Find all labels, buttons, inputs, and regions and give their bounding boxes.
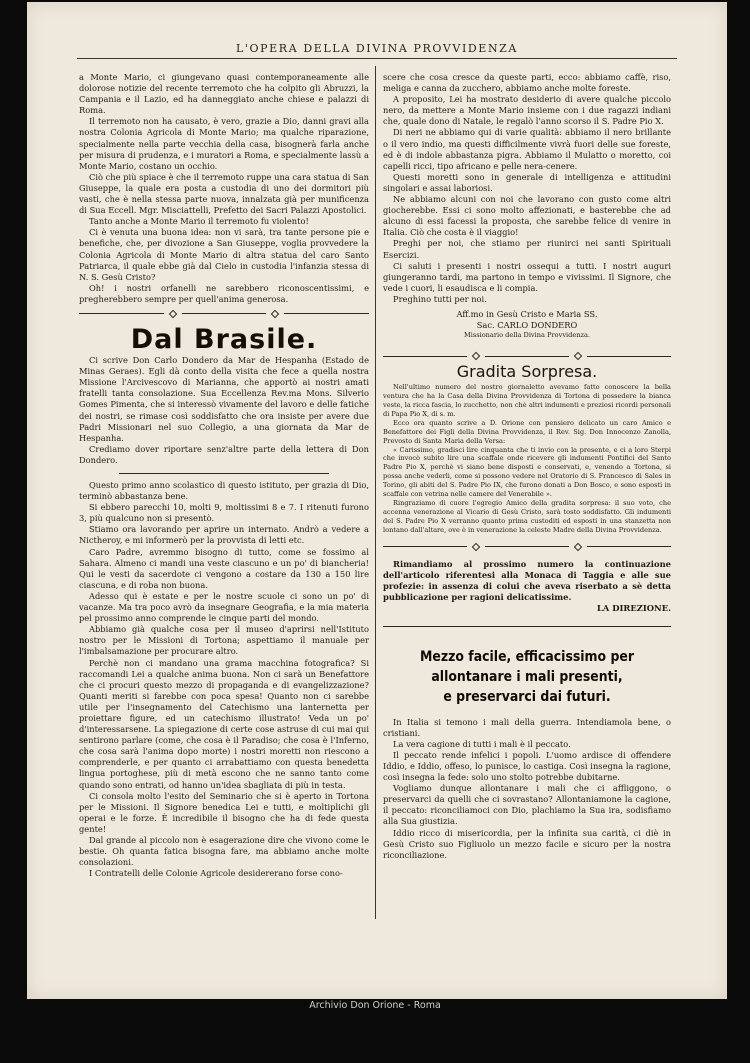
paragraph: Crediamo dover riportare senz'altre parte della lettera di Don Dondero. (79, 443, 369, 465)
paragraph: Di neri ne abbiamo qui di varie qualità: abbiamo il nero brillante o il vero indio, ma questi difficilmente vivrà fuori delle sue foreste, ed è di indole abbastanza pigra. Abbiamo il Mulatto o moretto, coi capelli ricci, tipo africano e pelle nera-cenere. (383, 127, 671, 171)
paragraph: Stiamo ora lavorando per aprire un internato. Andrò a vedere a Nictheroy, e mi informerò per la provvista di letti etc. (79, 524, 369, 546)
paragraph: Ciò che più spiace è che il terremoto ruppe una cara statua di San Giuseppe, la quale era posta a custodia di uno dei dormitori più vasti, che è nella stessa parte nuova, innalzata già per munificenza di Sua Eccell. Mgr. Misciattelli, Prefetto dei Sacri Palazzi Apostolici. (79, 171, 369, 216)
notice-text: Rimandiamo al prossimo numero la continuazione dell'articolo riferentesi alla Monaca di Taggia e alle sue profezie: in assenza di colui che aveva riserbato a sè detta pubblicazione per ragioni delicatissime. (383, 558, 671, 603)
section-title-mezzo-facile (403, 647, 651, 707)
ornament-divider (383, 543, 671, 551)
paragraph: Il terremoto non ha causato, è vero, grazie a Dio, danni gravi alla nostra Colonia Agricola di Monte Mario; ma qualche riparazione, specialmente nella parte vecchia della casa, bisognerà farla anche per misura di prudenza, e i muratori a Roma, e specialmente lassù a Monte Mario, costano un occhio. (79, 116, 369, 171)
paragraph: Abbiamo già qualche cosa per il museo d'aprirsi nell'Istituto nostro per le Missioni di Tortona; aspettiamo il manuale per l'imbalsamazione per procurare altro. (79, 624, 369, 657)
right-column (383, 72, 671, 861)
paragraph: Nell'ultimo numero del nostro giornaletto avevamo fatto conoscere la bella ventura che ha la Casa della Divina Provvidenza di Tortona di possedere la bianca veste, la ricca fascia, lo zucchetto, non chè altri indumenti e preziosi ricordi personali di Papa Pio X, di s. m. (383, 383, 671, 418)
paragraph: Ci è venuta una buona idea: non vi sarà, tra tante persone pie e benefiche, che, per divozione a San Giuseppe, voglia provvedere la Colonia Agricola di Monte Mario di altra statua del caro Santo Patriarca, il quale ebbe già dal Cielo in custodia l'infanzia stessa di N. S. Gesù Cristo? (79, 227, 369, 282)
paragraph: a Monte Mario, ci giungevano quasi contemporaneamente alle dolorose notizie del recente terremoto che ha colpito gli Abruzzi, la Campania e il Lazio, ed ha danneggiato anche chiese e palazzi di Roma. (79, 72, 369, 116)
signature-closing: Aff.mo in Gesù Cristo e Maria SS. (456, 308, 598, 319)
plain-rule (383, 623, 671, 631)
paragraph: Preghino tutti per noi. (393, 293, 487, 304)
ornament-divider (79, 310, 369, 318)
newspaper-page (27, 2, 727, 999)
paragraph: Il peccato rende infelici i popoli. L'uomo ardisce di offendere Iddio, e Iddio, offeso, lo punisce, lo castiga. Così insegna la ragione, così insegna la fede: solo uno stolto potrebbe dubitarne. (383, 749, 671, 783)
signature-name: Sac. CARLO DONDERO (476, 320, 578, 331)
header-rule (77, 58, 677, 59)
paragraph: Si ebbero parecchi 10, molti 9, moltissimi 8 e 7. I ritenuti furono 3, più qualcuno non si presentò. (79, 502, 369, 524)
paragraph: Iddio ricco di misericordia, per la infinita sua carità, ci diè in Gesù Cristo suo Figliuolo un mezzo facile e sicuro per la nostra riconciliazione. (383, 827, 671, 860)
paragraph: In Italia si temono i mali della guerra. Intendiamola bene, o cristiani. (383, 716, 671, 738)
paragraph: Oh! i nostri orfanelli ne sarebbero riconoscentissimi, e pregherebbero sempre per quell'anima generosa. (79, 282, 369, 304)
running-title: L'OPERA DELLA DIVINA PROVVIDENZA (236, 42, 518, 55)
paragraph: Ci saluti i presenti i nostri ossequi a tutti. I nostri auguri giungeranno tardi, ma partono in tempo e vivissimi. Il Signore, che vede i cuori, li esaudisca e li compia. (383, 260, 671, 293)
section-title-gradita-sorpresa: Gradita Sorpresa. (456, 362, 598, 382)
paragraph: Ci scrive Don Carlo Dondero da Mar de Hespanha (Estado de Minas Geraes). Egli dà conto della visita che fece a quella nostra Missione l'Arcivescovo di Marianna, che apportò ai nostri amati fratelli tanta consolazione. Sua Eccellenza Rev.ma Mons. Silverio Gomes Pimenta, che si interessò vivamente del lavoro e delle fatiche dei nostri, se rimase così soddisfatto che ora insiste per avere due Padri Missionari nel suo Collegio, a una giornata da Mar de Hespanha. (79, 355, 369, 443)
title-line: Mezzo facile, efficacissimo per allontanare i mali presenti, (419, 648, 635, 685)
paragraph: « Carissimo, gradisci lire cinquanta che ti invio con la presente, e ci a loro Sterpi che invocò subito lire una scaffale onde ricevere gli indumenti Pontifici del Santo Padre Pio X, perchè vi siano bene disposti e conservati, e, venendo a Tortona, si possa anche vederli, come si possono vedere nel Oratorio di S. Francesco di Sales in Torino, gli abiti del S. Padre Pio IX, che furono donati a Don Bosco, e sono esposti in scaffale con vetrina nelle camere del Venerabile ». (383, 445, 671, 499)
section-title-dal-brasile: Dal Brasile. (130, 323, 318, 355)
title-line: e preservarci dai futuri. (443, 688, 611, 705)
ornament-divider (383, 352, 671, 360)
paragraph: Adesso qui è estate e per le nostre scuole ci sono un po' di vacanze. Ma tra poco avrò da insegnare Geografia, e la mia materia pel prossimo anno comprende le cinque parti del mondo. (79, 590, 369, 624)
paragraph: scere che cosa cresce da queste parti, ecco: abbiamo caffè, riso, meliga e canna da zucchero, abbiamo anche molte foreste. (383, 72, 671, 94)
paragraph: Ne abbiamo alcuni con noi che lavorano con gusto come altri giocherebbe. Essi ci sono molto affezionati, e basterebbe che ad alcuno di essi facessi la proposta, che sarebbe felice di venire in Italia. Ciò che costa è il viaggio! (383, 194, 671, 238)
short-rule (119, 469, 329, 477)
paragraph: Ci consola molto l'esito del Seminario che si è aperto in Tortona per le Missioni. Il Signore benedica Lei e tutti, e moltiplichi gli operai e le forze. È incredibile il bisogno che ha di fede questa gente! (79, 790, 369, 834)
paragraph: Preghi per noi, che stiamo per riunirci nei santi Spirituali Esercizi. (383, 238, 671, 260)
paragraph: Vogliamo dunque allontanare i mali che ci affliggono, o preservarci da quelli che ci sovrastano? Allontaniamone la cagione, il peccato: riconciliamoci con Dio, plachiamo la Sua ira, sodisfiamo alla Sua giustizia. (383, 783, 671, 827)
paragraph: Tanto anche a Monte Mario il terremoto fu violento! (89, 216, 309, 227)
paragraph: Questi moretti sono in generale di intelligenza e attitudini singolari e assai laboriosi. (383, 171, 671, 193)
column-divider (375, 66, 376, 919)
paragraph: Ringraziamo di cuore l'egregio Amico della gradita sorpresa: il suo voto, che accenna venerazione al Vicario di Gesù Cristo, sarà tosto soddisfatto. Gli indumenti del S. Padre Pio X verranno quanto prima custoditi ed esposti in una stanzetta non lontano dall'altare, ove è in venerazione la celeste Madre della Divina Provvidenza. (383, 498, 671, 534)
paragraph: Dal grande al piccolo non è esagerazione dire che vivono come le bestie. Oh quanta fatica bisogna fare, ma abbiamo anche molte consolazioni. (79, 835, 369, 868)
paragraph: Perchè non ci mandano una grama macchina fotografica? Si raccomandi Lei a qualche anima buona. Non ci sarà un Benefattore che ci procuri questo mezzo di propaganda e di evangelizzazione? Quanti meriti si farebbe con poca spesa! Quanto non ci sarebbe utile per l'insegnamento del Catechismo una lanternetta per proiettare figure, ed un catechismo illustrato! Veda un po' d'interessarsene. La spiegazione di certe cose astruse di cui mai qui sentirono parlare (come, che cosa è il Paradiso; che cosa è l'Inferno, che cosa sarà l'anima dopo morte) i nostri moretti non riescono a comprenderle, e per quanto ci arrabattiamo con questa benedetta lingua portoghese, più di metà escono che ne sanno tanto come quando sono entrati, od hanno un'idea sbagliata di più in testa. (79, 657, 369, 790)
paragraph: Questo primo anno scolastico di questo istituto, per grazia di Dio, terminò abbastanza bene. (79, 480, 369, 502)
signature-role: Missionario della Divina Provvidenza. (463, 331, 591, 340)
paragraph: A proposito, Lei ha mostrato desiderio di avere qualche piccolo nero, da mettere a Monte Mario insieme con i due ragazzi indiani che, quale dono di Natale, le regalò l'anno scorso il S. Padre Pio X. (383, 94, 671, 127)
paragraph: La vera cagione di tutti i mali è il peccato. (393, 738, 571, 749)
paragraph: Ecco ora quanto scrive a D. Orione con pensiero delicato un caro Amico e Benefattore dei Figli della Divina Provvidenza, il Rev. Sig. Don Innocenzo Zanolla, Prevosto di Santa Maria della Versa: (383, 418, 671, 445)
notice-signature: LA DIREZIONE. (596, 603, 671, 614)
paragraph: I Contratelli delle Colonie Agricole desidererano forse cono- (89, 868, 343, 879)
archive-caption: Archivio Don Orione - Roma (309, 1000, 441, 1011)
left-column (79, 72, 369, 879)
paragraph: Caro Padre, avremmo bisogno di tutto, come se fossimo al Sahara. Almeno ci mandi una veste ciascuno e un po' di biancheria! Qui le vesti da sacerdote ci vengono a costare da 130 a 150 lire ciascuna, e di roba non buona. (79, 546, 369, 590)
